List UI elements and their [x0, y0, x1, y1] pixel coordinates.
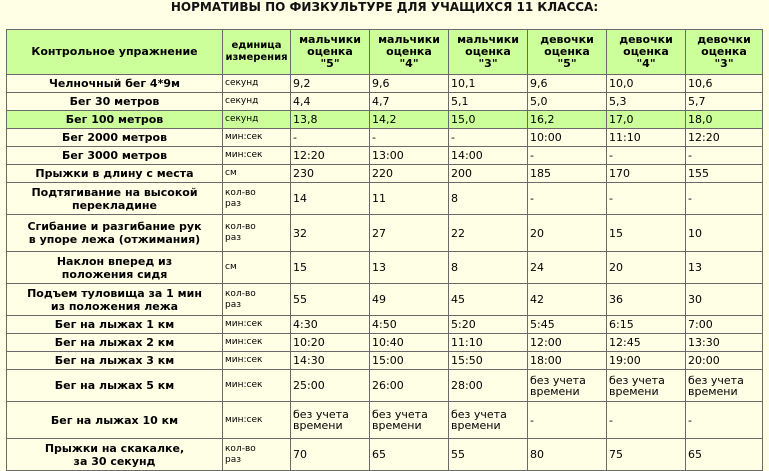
- table-row: [7, 316, 763, 334]
- table-row: [7, 215, 763, 252]
- exercise-cell: [7, 284, 223, 316]
- boys-4-text: времени: [372, 419, 422, 432]
- exercise-text: за 30 секунд: [73, 454, 156, 468]
- boys-4-cell: [370, 439, 449, 471]
- unit-text: мин:сек: [225, 414, 263, 425]
- boys-3-cell: [449, 352, 528, 370]
- boys-4-cell: [370, 352, 449, 370]
- boys-3-cell: [449, 75, 528, 93]
- girls-3-cell: [686, 75, 763, 93]
- boys-3-text: 8: [451, 192, 458, 205]
- girls-5-cell: [528, 147, 607, 165]
- boys-5-text: 12:20: [293, 149, 325, 162]
- exercise-text: Бег на лыжах 1 км: [54, 318, 175, 331]
- unit-text: мин:сек: [225, 150, 263, 160]
- page-title: НОРМАТИВЫ ПО ФИЗКУЛЬТУРЕ ДЛЯ УЧАЩИХСЯ 11 КЛАССА:: [170, 0, 599, 14]
- boys-5-cell: [291, 334, 370, 352]
- unit-text: кол-во: [225, 288, 256, 299]
- unit-cell: [223, 129, 291, 147]
- girls-3-cell: [686, 111, 763, 129]
- girls-5-cell: [528, 370, 607, 402]
- girls-5-cell: [528, 402, 607, 439]
- exercise-text: Бег 2000 метров: [61, 131, 168, 144]
- boys-5-cell: [291, 111, 370, 129]
- header-girls-grade-4: девочки оценка "4": [607, 30, 686, 75]
- boys-3-text: времени: [451, 419, 501, 432]
- girls-5-text: 10:00: [530, 131, 562, 144]
- boys-5-text: 70: [293, 448, 307, 461]
- girls-3-text: 13:30: [688, 336, 720, 349]
- unit-cell: [223, 402, 291, 439]
- table-row: [7, 370, 763, 402]
- unit-text: мин:сек: [225, 319, 263, 329]
- boys-4-cell: [370, 215, 449, 252]
- girls-3-cell: [686, 402, 763, 439]
- unit-cell: [223, 75, 291, 93]
- girls-4-text: 36: [609, 293, 623, 306]
- girls-5-text: без учета: [530, 373, 586, 387]
- girls-3-cell: [686, 439, 763, 471]
- unit-cell: [223, 370, 291, 402]
- girls-4-text: -: [609, 413, 613, 427]
- boys-5-cell: [291, 370, 370, 402]
- boys-5-text: 15: [293, 261, 307, 274]
- boys-3-text: без учета: [451, 408, 507, 421]
- table-row: [7, 75, 763, 93]
- header-girls-grade-3: девочки оценка "3": [686, 30, 763, 75]
- girls-3-text: 155: [688, 167, 709, 180]
- girls-3-text: -: [688, 413, 692, 427]
- unit-text: мин:сек: [225, 132, 263, 142]
- exercise-cell: [7, 439, 223, 471]
- girls-3-cell: [686, 284, 763, 316]
- girls-5-cell: [528, 183, 607, 215]
- girls-4-cell: [607, 147, 686, 165]
- unit-text: см: [225, 168, 237, 178]
- boys-5-text: 13,8: [293, 113, 318, 126]
- unit-text: мин:сек: [225, 355, 263, 365]
- table-row: [7, 111, 763, 129]
- girls-5-text: 5,0: [530, 95, 548, 108]
- boys-3-cell: [449, 93, 528, 111]
- girls-3-text: 10,6: [688, 77, 713, 90]
- girls-5-text: 16,2: [530, 113, 555, 126]
- boys-5-text: 25:00: [293, 379, 325, 392]
- unit-cell: [223, 147, 291, 165]
- boys-3-text: 8: [451, 261, 458, 274]
- unit-cell: [223, 352, 291, 370]
- unit-text: раз: [225, 454, 242, 465]
- girls-5-cell: [528, 165, 607, 183]
- exercise-cell: [7, 402, 223, 439]
- girls-4-cell: [607, 316, 686, 334]
- exercise-text: в упоре лежа (отжимания): [28, 233, 201, 246]
- boys-3-cell: [449, 215, 528, 252]
- exercise-text: Сгибание и разгибание рук: [27, 220, 202, 233]
- boys-3-text: 200: [451, 167, 472, 180]
- unit-text: секунд: [225, 96, 259, 106]
- girls-4-cell: [607, 252, 686, 284]
- boys-4-text: 26:00: [372, 379, 404, 392]
- girls-4-cell: [607, 129, 686, 147]
- boys-5-cell: [291, 316, 370, 334]
- girls-4-text: 20: [609, 261, 623, 274]
- boys-3-text: 5:20: [451, 318, 476, 331]
- girls-3-text: -: [688, 192, 692, 205]
- boys-4-cell: [370, 111, 449, 129]
- boys-3-cell: [449, 370, 528, 402]
- unit-cell: [223, 252, 291, 284]
- boys-4-text: 65: [372, 448, 386, 461]
- girls-4-text: 17,0: [609, 113, 634, 126]
- boys-5-text: 14:30: [293, 354, 325, 367]
- girls-3-cell: [686, 129, 763, 147]
- boys-5-cell: [291, 165, 370, 183]
- table-row: [7, 183, 763, 215]
- boys-3-cell: [449, 316, 528, 334]
- boys-4-cell: [370, 402, 449, 439]
- girls-3-text: 13: [688, 261, 702, 274]
- boys-3-cell: [449, 165, 528, 183]
- exercise-text: положения сидя: [61, 267, 168, 281]
- boys-5-text: времени: [293, 419, 343, 432]
- exercise-text: из положения лежа: [50, 299, 179, 313]
- exercise-cell: [7, 75, 223, 93]
- boys-5-cell: [291, 352, 370, 370]
- unit-text: кол-во: [225, 187, 256, 198]
- boys-3-cell: [449, 129, 528, 147]
- boys-4-text: 220: [372, 167, 393, 180]
- boys-4-text: 15:00: [372, 354, 404, 367]
- boys-5-cell: [291, 215, 370, 252]
- girls-4-text: 19:00: [609, 354, 641, 367]
- exercise-text: Бег 100 метров: [65, 113, 164, 126]
- exercise-text: Прыжки на скакалке,: [44, 441, 185, 455]
- exercise-text: Подтягивание на высокой: [31, 185, 198, 199]
- table-row: [7, 93, 763, 111]
- table-row: [7, 129, 763, 147]
- boys-3-cell: [449, 402, 528, 439]
- exercise-text: перекладине: [72, 198, 157, 212]
- table-row: [7, 334, 763, 352]
- exercise-cell: [7, 252, 223, 284]
- girls-4-text: -: [609, 192, 613, 205]
- boys-3-text: 15:50: [451, 354, 483, 367]
- girls-3-text: 5,7: [688, 95, 706, 108]
- girls-3-text: 30: [688, 293, 702, 306]
- girls-5-cell: [528, 352, 607, 370]
- boys-4-cell: [370, 183, 449, 215]
- boys-4-text: 4,7: [372, 95, 390, 108]
- exercise-cell: [7, 129, 223, 147]
- exercise-cell: [7, 183, 223, 215]
- boys-5-text: 9,2: [293, 77, 311, 90]
- table-row: [7, 402, 763, 439]
- exercise-cell: [7, 147, 223, 165]
- girls-5-cell: [528, 316, 607, 334]
- exercise-cell: [7, 111, 223, 129]
- boys-5-cell: [291, 183, 370, 215]
- boys-3-text: 55: [451, 448, 465, 461]
- girls-4-text: 15: [609, 226, 623, 240]
- unit-text: раз: [225, 299, 242, 310]
- unit-cell: [223, 111, 291, 129]
- standards-table: [6, 29, 763, 471]
- girls-4-cell: [607, 284, 686, 316]
- boys-3-text: -: [451, 131, 455, 144]
- unit-cell: [223, 284, 291, 316]
- girls-3-cell: [686, 316, 763, 334]
- girls-5-text: времени: [530, 384, 580, 398]
- table-row: [7, 284, 763, 316]
- boys-4-text: 10:40: [372, 336, 404, 349]
- girls-5-text: 80: [530, 448, 544, 461]
- girls-5-cell: [528, 129, 607, 147]
- table-row: [7, 147, 763, 165]
- table-row: [7, 165, 763, 183]
- boys-3-text: 15,0: [451, 113, 476, 126]
- girls-4-text: -: [609, 149, 613, 162]
- girls-3-cell: [686, 334, 763, 352]
- unit-text: раз: [225, 233, 242, 243]
- girls-3-text: 65: [688, 448, 702, 461]
- boys-3-text: 14:00: [451, 149, 483, 162]
- boys-4-text: 49: [372, 293, 386, 306]
- girls-3-cell: [686, 93, 763, 111]
- girls-5-text: -: [530, 413, 534, 427]
- boys-3-cell: [449, 334, 528, 352]
- boys-5-text: без учета: [293, 408, 349, 421]
- header-boys-grade-5: мальчики оценка "5": [291, 30, 370, 75]
- boys-3-text: 10,1: [451, 77, 476, 90]
- girls-3-text: 10: [688, 226, 702, 240]
- unit-text: мин:сек: [225, 380, 263, 390]
- girls-3-cell: [686, 252, 763, 284]
- girls-4-cell: [607, 93, 686, 111]
- girls-3-cell: [686, 147, 763, 165]
- exercise-cell: [7, 334, 223, 352]
- boys-5-cell: [291, 129, 370, 147]
- exercise-cell: [7, 215, 223, 252]
- table-row: [7, 439, 763, 471]
- girls-3-cell: [686, 215, 763, 252]
- girls-5-cell: [528, 284, 607, 316]
- table-row: [7, 352, 763, 370]
- boys-3-text: 22: [451, 226, 465, 240]
- boys-4-cell: [370, 334, 449, 352]
- boys-5-text: 14: [293, 192, 307, 205]
- exercise-text: Бег 3000 метров: [61, 149, 168, 162]
- boys-5-text: 4:30: [293, 318, 318, 331]
- boys-5-text: -: [293, 131, 297, 144]
- exercise-text: Наклон вперед из: [56, 254, 173, 268]
- girls-4-text: 10,0: [609, 77, 634, 90]
- boys-5-text: 55: [293, 293, 307, 306]
- boys-5-cell: [291, 75, 370, 93]
- girls-4-cell: [607, 183, 686, 215]
- exercise-cell: [7, 370, 223, 402]
- girls-3-text: 20:00: [688, 354, 720, 367]
- boys-3-text: 11:10: [451, 336, 483, 349]
- girls-5-cell: [528, 215, 607, 252]
- girls-4-text: 5,3: [609, 95, 627, 108]
- girls-4-cell: [607, 352, 686, 370]
- unit-cell: [223, 215, 291, 252]
- girls-5-text: 185: [530, 167, 551, 180]
- boys-4-text: 13:00: [372, 149, 404, 162]
- girls-3-text: без учета: [688, 373, 744, 387]
- boys-5-text: 230: [293, 167, 314, 180]
- exercise-cell: [7, 165, 223, 183]
- girls-4-cell: [607, 439, 686, 471]
- boys-3-cell: [449, 252, 528, 284]
- girls-5-cell: [528, 75, 607, 93]
- unit-cell: [223, 165, 291, 183]
- boys-4-cell: [370, 316, 449, 334]
- girls-4-text: 11:10: [609, 131, 641, 144]
- girls-5-text: 12:00: [530, 336, 562, 349]
- header-unit: единица измерения: [223, 30, 291, 75]
- girls-4-cell: [607, 334, 686, 352]
- boys-5-cell: [291, 284, 370, 316]
- boys-4-cell: [370, 129, 449, 147]
- boys-3-text: 45: [451, 293, 465, 306]
- boys-4-text: 14,2: [372, 113, 397, 126]
- girls-3-text: времени: [688, 384, 738, 398]
- girls-5-text: 20: [530, 226, 544, 240]
- boys-4-cell: [370, 165, 449, 183]
- boys-4-text: 9,6: [372, 77, 390, 90]
- girls-4-text: 75: [609, 448, 623, 461]
- girls-4-text: 12:45: [609, 336, 641, 349]
- boys-5-cell: [291, 402, 370, 439]
- exercise-text: Бег на лыжах 3 км: [54, 354, 175, 367]
- boys-4-cell: [370, 284, 449, 316]
- boys-4-cell: [370, 147, 449, 165]
- girls-4-cell: [607, 75, 686, 93]
- girls-3-text: -: [688, 149, 692, 162]
- girls-3-cell: [686, 165, 763, 183]
- girls-5-text: 18:00: [530, 354, 562, 367]
- boys-4-cell: [370, 252, 449, 284]
- boys-4-text: без учета: [372, 408, 428, 421]
- boys-4-cell: [370, 370, 449, 402]
- boys-4-cell: [370, 75, 449, 93]
- unit-cell: [223, 316, 291, 334]
- boys-3-cell: [449, 183, 528, 215]
- boys-4-cell: [370, 93, 449, 111]
- boys-5-text: 4,4: [293, 95, 311, 108]
- exercise-text: Бег на лыжах 10 км: [50, 413, 179, 427]
- girls-3-text: 18,0: [688, 113, 713, 126]
- girls-3-text: 7:00: [688, 318, 713, 331]
- unit-text: мин:сек: [225, 337, 263, 347]
- girls-5-cell: [528, 252, 607, 284]
- boys-3-text: 5,1: [451, 95, 469, 108]
- boys-3-cell: [449, 147, 528, 165]
- exercise-text: Бег 30 метров: [69, 95, 160, 108]
- girls-5-cell: [528, 334, 607, 352]
- boys-3-text: 28:00: [451, 379, 483, 392]
- girls-5-text: 42: [530, 293, 544, 306]
- unit-text: раз: [225, 198, 242, 209]
- girls-4-text: 170: [609, 167, 630, 180]
- girls-5-text: -: [530, 149, 534, 162]
- boys-5-text: 32: [293, 226, 307, 240]
- header-girls-grade-5: девочки оценка "5": [528, 30, 607, 75]
- exercise-text: Челночный бег 4*9м: [49, 77, 180, 90]
- girls-5-cell: [528, 439, 607, 471]
- unit-text: секунд: [225, 78, 259, 88]
- header-boys-grade-4: мальчики оценка "4": [370, 30, 449, 75]
- boys-4-text: 11: [372, 192, 386, 205]
- exercise-cell: [7, 93, 223, 111]
- exercise-cell: [7, 316, 223, 334]
- unit-cell: [223, 439, 291, 471]
- boys-4-text: 4:50: [372, 318, 397, 331]
- boys-4-text: 27: [372, 226, 386, 240]
- girls-4-text: без учета: [609, 373, 665, 387]
- girls-4-cell: [607, 370, 686, 402]
- exercise-text: Подъем туловища за 1 мин: [27, 286, 202, 300]
- boys-3-cell: [449, 111, 528, 129]
- girls-5-text: -: [530, 192, 534, 205]
- table-row: [7, 252, 763, 284]
- boys-5-cell: [291, 439, 370, 471]
- girls-4-cell: [607, 165, 686, 183]
- unit-text: кол-во: [225, 222, 256, 232]
- girls-4-cell: [607, 111, 686, 129]
- exercise-text: Бег на лыжах 2 км: [54, 336, 175, 349]
- boys-3-cell: [449, 284, 528, 316]
- unit-text: см: [225, 262, 237, 272]
- unit-text: секунд: [225, 114, 259, 124]
- boys-5-text: 10:20: [293, 336, 325, 349]
- exercise-cell: [7, 352, 223, 370]
- header-exercise: Контрольное упражнение: [7, 30, 223, 75]
- girls-4-cell: [607, 215, 686, 252]
- boys-5-cell: [291, 252, 370, 284]
- girls-3-cell: [686, 370, 763, 402]
- boys-5-cell: [291, 147, 370, 165]
- boys-3-cell: [449, 439, 528, 471]
- girls-5-text: 5:45: [530, 318, 555, 331]
- header-boys-grade-3: мальчики оценка "3": [449, 30, 528, 75]
- unit-cell: [223, 93, 291, 111]
- exercise-text: Прыжки в длину с места: [35, 167, 194, 180]
- girls-5-text: 9,6: [530, 77, 548, 90]
- girls-5-cell: [528, 93, 607, 111]
- girls-4-text: 6:15: [609, 318, 634, 331]
- girls-5-cell: [528, 111, 607, 129]
- girls-3-cell: [686, 352, 763, 370]
- unit-cell: [223, 183, 291, 215]
- boys-5-cell: [291, 93, 370, 111]
- girls-4-text: времени: [609, 384, 659, 398]
- girls-4-cell: [607, 402, 686, 439]
- girls-3-text: 12:20: [688, 131, 720, 144]
- exercise-text: Бег на лыжах 5 км: [54, 379, 175, 392]
- unit-cell: [223, 334, 291, 352]
- boys-4-text: 13: [372, 261, 386, 274]
- girls-3-cell: [686, 183, 763, 215]
- boys-4-text: -: [372, 131, 376, 144]
- girls-5-text: 24: [530, 261, 544, 274]
- unit-text: кол-во: [225, 443, 256, 454]
